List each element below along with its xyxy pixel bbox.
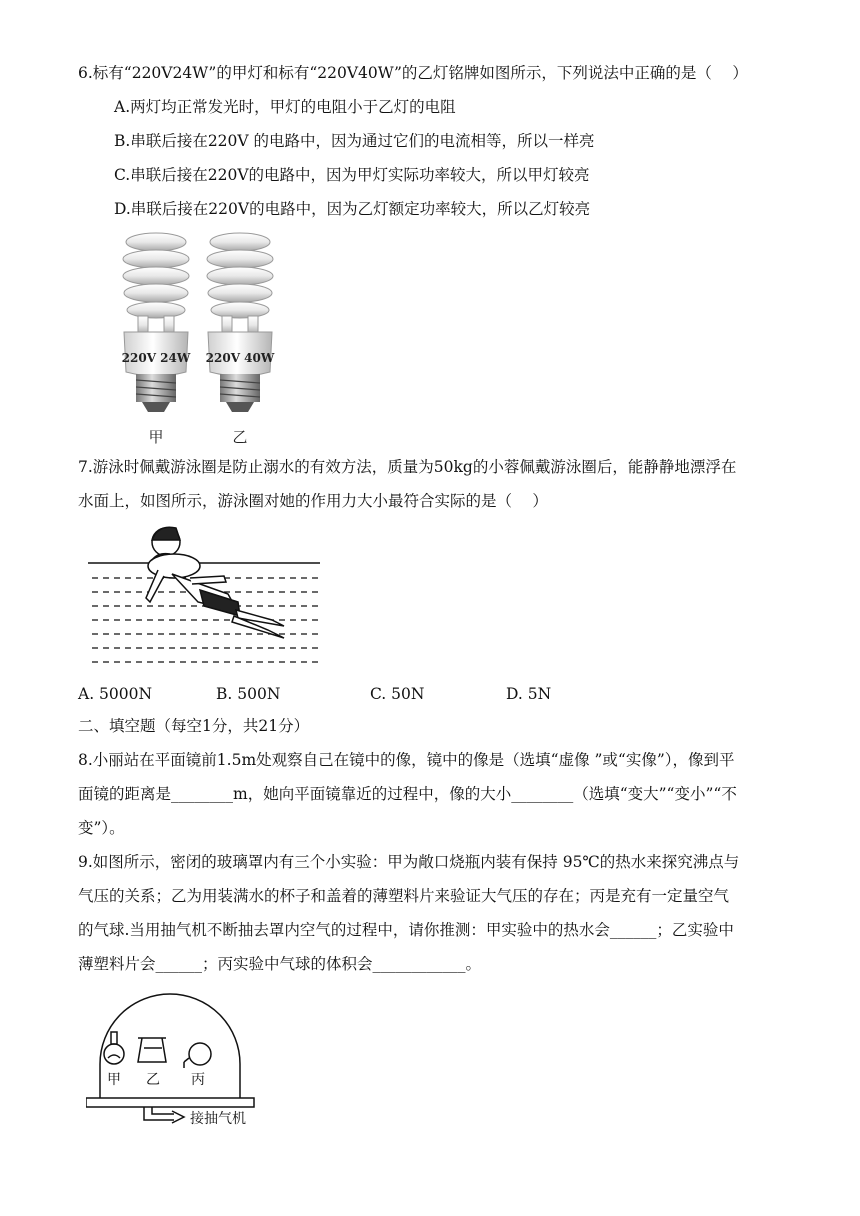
q6-option-b: B.串联后接在220V 的电路中，因为通过它们的电流相等，所以一样亮 [114,132,595,150]
bulb-jia-label: 甲 [148,428,164,446]
q9-bell-jar-figure [86,990,286,1130]
q6-bulbs-figure [112,228,292,450]
q7-choice-b: B. 500N [216,685,281,703]
bulb-yi-label: 乙 [232,428,248,446]
q9-line4: 薄塑料片会______；丙实验中气球的体积会____________。 [78,955,482,973]
pump-label: 接抽气机 [190,1111,246,1127]
q8-line3: 变”）。 [78,819,125,837]
q7-choice-a: A. 5000N [78,685,153,703]
balloon-icon [184,1043,211,1068]
q9-line2: 气压的关系；乙为用装满水的杯子和盖着的薄塑料片来验证大气压的存在；丙是充有一定量空气 [78,887,730,905]
q8-line2: 面镜的距离是________m，她向平面镜靠近的过程中，像的大小________（选填“变大”“变小”“不 [78,785,737,803]
bulb-yi-rating: 220V 40W [205,351,275,365]
bulb-jia-rating: 220V 24W [121,351,191,365]
q7-stem-line2: 水面上，如图所示，游泳圈对她的作用力大小最符合实际的是（ ） [78,492,548,510]
label-yi: 乙 [146,1072,160,1088]
q9-line3: 的气球.当用抽气机不断抽去罩内空气的过程中，请你推测：甲实验中的热水会______；乙实验中 [78,921,734,939]
swimmer-icon [146,527,284,638]
q9-line1: 9.如图所示，密闭的玻璃罩内有三个小实验：甲为敞口烧瓶内装有保持 95℃的热水来探究沸点与 [78,853,740,871]
bulb-yi-icon [207,233,273,412]
q7-stem-line1: 7.游泳时佩戴游泳圈是防止溺水的有效方法，质量为50kg的小蓉佩戴游泳圈后，能静静地漂浮在 [78,458,737,476]
bulb-jia-icon [123,233,189,412]
label-bing: 丙 [191,1072,205,1088]
section-heading: 二、填空题（每空1分，共21分） [78,717,310,735]
q7-choice-d: D. 5N [506,685,552,703]
q6-option-a: A.两灯均正常发光时，甲灯的电阻小于乙灯的电阻 [114,98,456,116]
flask-icon [104,1032,124,1064]
q6-stem: 6.标有“220V24W”的甲灯和标有“220V40W”的乙灯铭牌如图所示，下列说法中正确的是（ ） [78,64,748,82]
q7-swimmer-figure [88,520,344,666]
q6-option-c: C.串联后接在220V的电路中，因为甲灯实际功率较大，所以甲灯较亮 [114,166,590,184]
label-jia: 甲 [107,1072,121,1088]
cup-icon [138,1038,166,1062]
q8-line1: 8.小丽站在平面镜前1.5m处观察自己在镜中的像，镜中的像是（选填“虚像 ”或“实像”），像到平 [78,751,735,769]
q7-choice-c: C. 50N [370,685,425,703]
q6-option-d: D.串联后接在220V的电路中，因为乙灯额定功率较大，所以乙灯较亮 [114,200,591,218]
